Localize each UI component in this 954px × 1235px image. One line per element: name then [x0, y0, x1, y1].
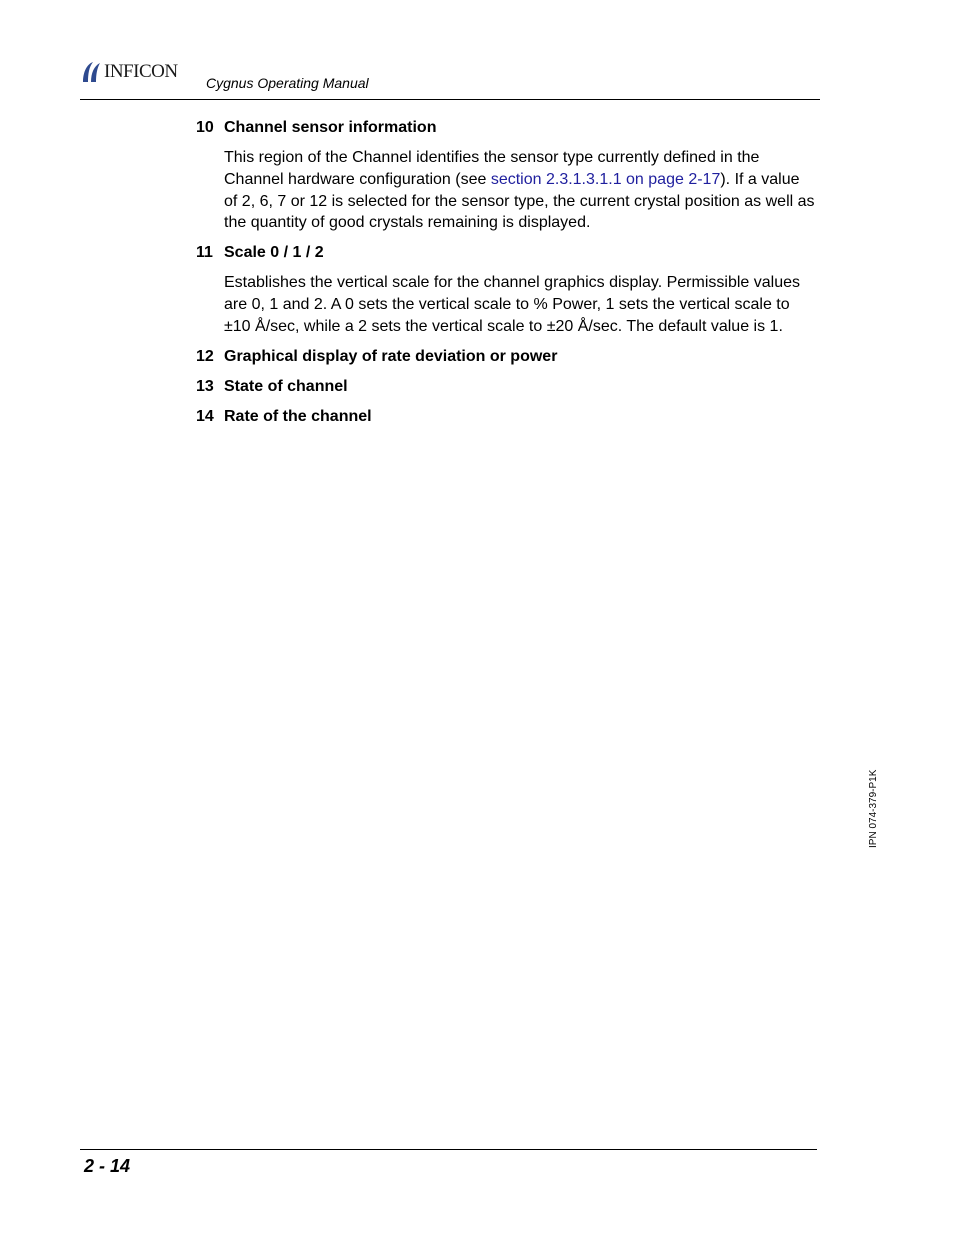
item-number: 14 — [196, 407, 214, 425]
item-number: 13 — [196, 377, 214, 395]
page-number: 2 - 14 — [84, 1156, 131, 1176]
item-heading — [196, 117, 816, 139]
document-part-number: IPN 074-379-P1K — [868, 769, 879, 848]
description-text: This region of the Channel identifies the sensor type currently defined in the Channel hardware configuration (see — [224, 149, 760, 188]
item-heading — [196, 346, 816, 368]
item-number: 11 — [196, 244, 213, 262]
description-text: ). If a value of 2, 6, 7 or 12 is selected for the sensor type, the current crystal position as well as the quantity of good crystals remaining is displayed. — [224, 170, 815, 232]
inficon-logo-icon — [80, 60, 102, 84]
item-heading — [196, 376, 816, 398]
item-number: 10 — [196, 119, 214, 136]
item-number: 12 — [196, 347, 214, 365]
logo-text: INFICON — [104, 61, 178, 82]
header-divider — [80, 99, 820, 100]
footer-divider — [80, 1149, 817, 1150]
list-item-14 — [196, 406, 816, 428]
list-item-12 — [196, 346, 816, 368]
item-heading — [196, 406, 816, 428]
item-title: Graphical display of rate deviation or power — [224, 347, 558, 365]
item-title: Scale 0 / 1 / 2 — [224, 244, 324, 262]
item-description: Establishes the vertical scale for the channel graphics display. Permissible values are 0, 1 and 2. A 0 sets the vertical scale to % Power, 1 sets the vertical scale to ±10 Å/sec, while a 2 sets the vertical scale to ±20 Å/sec. The default value is 1. — [224, 274, 800, 335]
manual-title: Cygnus Operating Manual — [206, 75, 369, 91]
item-title: Rate of the channel — [224, 407, 372, 425]
item-description — [224, 147, 816, 234]
list-item-13 — [196, 376, 816, 398]
item-title: Channel sensor information — [224, 119, 437, 136]
cross-reference-link[interactable]: section 2.3.1.3.1.1 on page 2-17 — [490, 170, 721, 188]
item-title: State of channel — [224, 377, 348, 395]
item-list — [196, 117, 816, 436]
item-heading — [196, 242, 816, 264]
list-item-10 — [196, 117, 816, 234]
list-item-11 — [196, 242, 816, 337]
inficon-logo — [80, 58, 178, 86]
